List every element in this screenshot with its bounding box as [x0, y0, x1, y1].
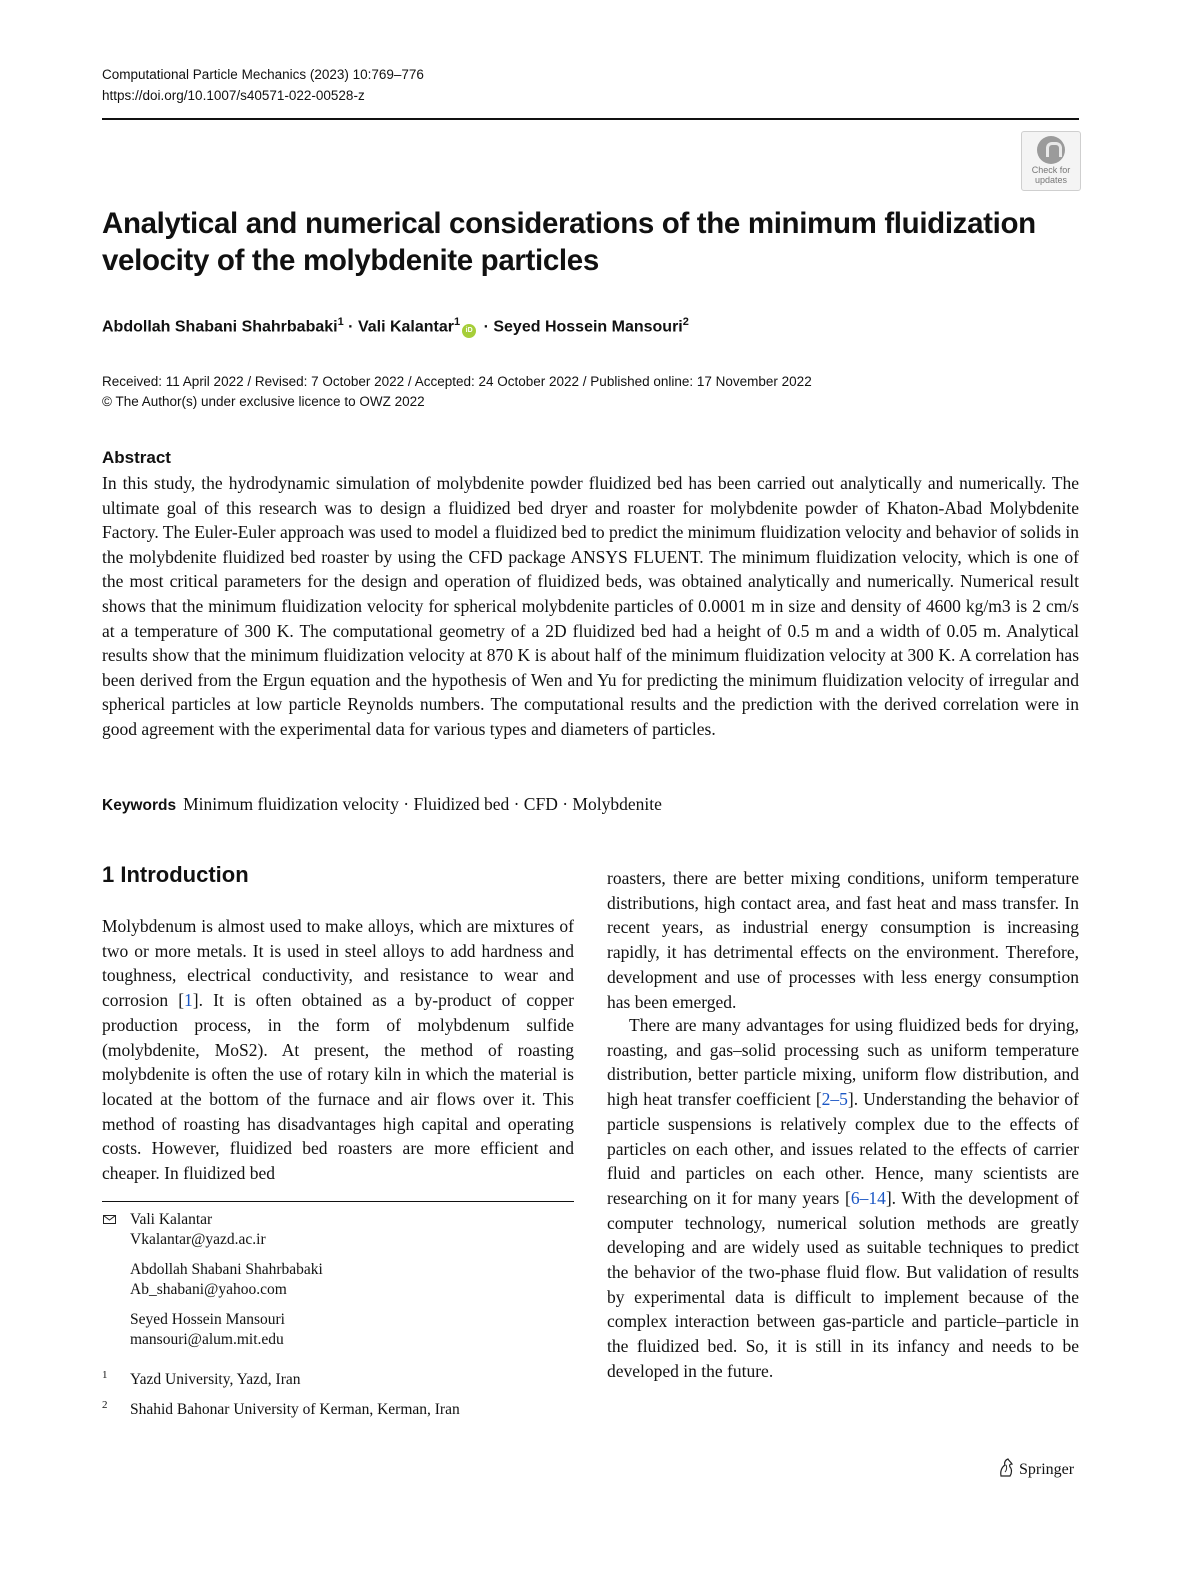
contact-entry: [102, 1260, 574, 1300]
contact-email[interactable]: Vkalantar@yazd.ac.ir: [130, 1231, 266, 1248]
citation-link[interactable]: 2–5: [821, 1089, 848, 1110]
crossmark-label: Check for updates: [1031, 165, 1071, 185]
intro-paragraph: There are many advantages for using fluidized beds for drying, roasting, and gas–solid processing such as uniform temperature distribution, better particle mixing, uniform flow distribution, and high heat transfer coefficient [2–5]. Understanding the behavior of particle suspensions is relatively complex due to the effects of particles on each other, and issues related to the effects of carrier fluid and particles on each other. Hence, many scientists are researching on it for many years [6–14]. With the development of computer technology, numerical solution methods are greatly developing and are widely used as suitable techniques to predict the behavior of the two-phase fluid flow. But validation of results by experimental data is difficult to implement because of the complex interaction between gas-particle and particle–particle in the fluidized bed. So, it is still in its infancy and needs to be developed in the future.: [607, 1015, 1079, 1381]
intro-paragraph: Molybdenum is almost used to make alloys, which are mixtures of two or more metals. It is used in steel alloys to add hardness and toughness, electrical conductivity, and resistance to wear and corrosion [1]. It is often obtained as a by-product of copper production process, in the form of molybdenum sulfide (molybdenite, MoS2). At present, the method of roasting molybdenite is often the use of rotary kiln in which the material is located at the bottom of the furnace and air flows over it. This method of roasting has disadvantages high capital and operating costs. However, fluidized bed roasters are more efficient and cheaper. In fluidized bed: [102, 916, 574, 1184]
author-separator: ·: [483, 318, 489, 336]
publisher-name: Springer: [1019, 1461, 1075, 1478]
author-name[interactable]: Vali Kalantar: [357, 318, 454, 336]
publication-dates: [102, 372, 812, 412]
author-affiliation: 1: [454, 316, 461, 328]
doi-link[interactable]: https://doi.org/10.1007/s40571-022-00528-z: [102, 88, 365, 103]
contact-entry: [102, 1310, 574, 1350]
journal-header: [102, 64, 424, 106]
intro-paragraph: roasters, there are better mixing conditions, uniform temperature distributions, high contact area, and fast heat and mass transfer. In recent years, as industrial energy consumption is increasing rapidly, it has detrimental effects on the environment. Therefore, development and use of processes with less energy consumption has been emerged.: [607, 868, 1079, 1012]
publisher-logo: [997, 1458, 1074, 1481]
footnote-rule: [102, 1201, 574, 1202]
orcid-icon[interactable]: iD: [462, 324, 476, 338]
crossmark-badge[interactable]: [1021, 131, 1081, 191]
contact-email[interactable]: Ab_shabani@yahoo.com: [130, 1281, 287, 1298]
citation-link[interactable]: 6–14: [850, 1187, 886, 1208]
keywords: [102, 792, 662, 818]
keywords-list: Minimum fluidization velocity · Fluidized bed · CFD · Molybdenite: [183, 794, 662, 814]
copyright-line: © The Author(s) under exclusive licence to OWZ 2022: [102, 394, 425, 409]
author-name[interactable]: Abdollah Shabani Shahrbabaki: [102, 318, 338, 336]
article-title: Analytical and numerical considerations of the minimum fluidization velocity of the molybdenite particles: [102, 207, 1036, 277]
abstract-text: In this study, the hydrodynamic simulation of molybdenite powder fluidized bed has been carried out analytically and numerically. The ultimate goal of this research was to design a fluidized bed dryer and roaster for molybdenite powder of Khaton-Abad Molybdenite Factory. The Euler-Euler approach was used to model a fluidized bed to predict the minimum fluidization velocity and behavior of solids in the molybdenite fluidized bed roaster by using the CFD package ANSYS FLUENT. The minimum fluidization velocity, which is one of the most critical parameters for the design and operation of fluidized beds, was obtained analytically and numerically. Numerical result shows that the minimum fluidization velocity for spherical molybdenite particles of 0.0001 m in size and density of 4600 kg/m3 is 2 cm/s at a temperature of 300 K. The computational geometry of a 2D fluidized bed had a height of 0.5 m and a width of 0.05 m. Analytical results show that the minimum fluidization velocity at 870 K is about half of the minimum fluidization velocity at 300 K. A correlation has been derived from the Ergun equation and the hypothesis of Wen and Yu for predicting the minimum fluidization velocity of irregular and spherical particles at low particle Reynolds numbers. The computational results and the prediction with the derived correlation were in good agreement with the experimental data for various types and diameters of particles.: [102, 473, 1079, 739]
journal-citation: Computational Particle Mechanics (2023) 10:769–776: [102, 67, 424, 82]
author-list: [102, 310, 1002, 339]
keywords-label: Keywords: [102, 797, 177, 814]
contact-email[interactable]: mansouri@alum.mit.edu: [130, 1331, 284, 1348]
contact-name: Seyed Hossein Mansouri: [130, 1311, 285, 1328]
author-separator: ·: [348, 318, 354, 336]
header-rule: [102, 118, 1079, 120]
affiliation-number: 1: [102, 1369, 108, 1381]
envelope-icon: [103, 1215, 116, 1224]
author-affiliation: 1: [337, 316, 344, 328]
corresponding-contacts: [102, 1210, 574, 1360]
author-name[interactable]: Seyed Hossein Mansouri: [493, 318, 683, 336]
crossmark-icon: [1037, 136, 1065, 164]
affiliation-number: 2: [102, 1399, 108, 1411]
section-heading-introduction: 1 Introduction: [102, 862, 249, 887]
contact-name: Abdollah Shabani Shahrbabaki: [130, 1261, 323, 1278]
springer-horse-icon: [997, 1458, 1015, 1478]
author-affiliation: 2: [682, 316, 689, 328]
contact-name: Vali Kalantar: [130, 1211, 213, 1228]
article-history: Received: 11 April 2022 / Revised: 7 October 2022 / Accepted: 24 October 2022 / Published online: 17 November 2022: [102, 374, 812, 389]
abstract-heading: Abstract: [102, 448, 171, 467]
affiliation-entry: [102, 1400, 574, 1420]
contact-entry: [102, 1210, 574, 1250]
affiliation-text: Shahid Bahonar University of Kerman, Kerman, Iran: [130, 1401, 460, 1418]
citation-link[interactable]: 1: [184, 990, 193, 1011]
affiliation-text: Yazd University, Yazd, Iran: [130, 1371, 301, 1388]
affiliation-entry: [102, 1370, 574, 1390]
